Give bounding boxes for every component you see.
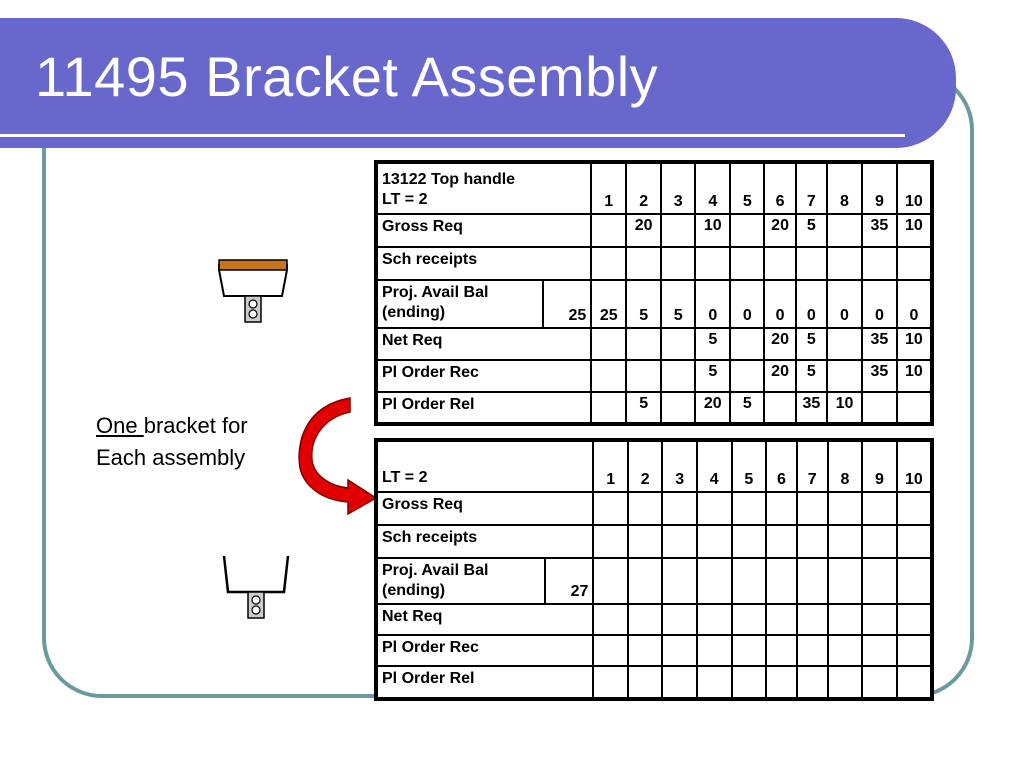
cell: 35: [862, 360, 897, 392]
cell: 20: [764, 360, 795, 392]
cell: [591, 328, 626, 360]
cell: [862, 392, 897, 424]
cell: [897, 492, 932, 525]
cell: [662, 558, 697, 604]
cell: 10: [695, 214, 730, 247]
period-header: 6: [764, 162, 795, 214]
row-label: [376, 280, 543, 328]
cell: 10: [897, 328, 932, 360]
cell: [764, 392, 795, 424]
cell: [697, 492, 732, 525]
cell: 35: [862, 214, 897, 247]
row-label: Sch receipts: [376, 247, 591, 280]
cell: [828, 604, 863, 635]
cell: [797, 558, 828, 604]
row-label: Pl Order Rel: [376, 666, 593, 699]
cell: [732, 635, 767, 666]
row-label: Sch receipts: [376, 525, 593, 558]
cell: [828, 492, 863, 525]
cell: [697, 604, 732, 635]
row-label: [376, 558, 545, 604]
cell: [593, 558, 628, 604]
period-header: 7: [796, 162, 827, 214]
period-header: 8: [828, 440, 863, 492]
cell: [591, 247, 626, 280]
note-line2: Each assembly: [96, 445, 246, 470]
cell: [764, 247, 795, 280]
cell: [730, 247, 764, 280]
cell: [730, 360, 764, 392]
period-header: 3: [661, 162, 695, 214]
side-note: [96, 410, 248, 474]
row-label: Pl Order Rel: [376, 392, 591, 424]
cell: [662, 604, 697, 635]
bracket-with-handle-icon: [214, 256, 292, 326]
cell: 0: [695, 280, 730, 328]
cell: [695, 247, 730, 280]
cell: [730, 328, 764, 360]
cell: 5: [796, 214, 827, 247]
row-label-line1: Proj. Avail Bal: [382, 284, 489, 301]
item-name: 13122 Top handle: [382, 171, 516, 188]
cell: 35: [862, 328, 897, 360]
cell: [766, 558, 797, 604]
period-header: 2: [628, 440, 663, 492]
period-header: 9: [862, 440, 897, 492]
mrp-table-top: [374, 160, 934, 426]
row-label: Gross Req: [376, 214, 591, 247]
cell: 0: [764, 280, 795, 328]
cell: [766, 635, 797, 666]
cell: [732, 666, 767, 699]
cell: [697, 666, 732, 699]
row-label: Pl Order Rec: [376, 635, 593, 666]
bracket-icon: [220, 554, 292, 622]
cell: 5: [626, 392, 661, 424]
cell: [628, 558, 663, 604]
mrp-table-bottom: [374, 438, 934, 701]
slide-title: 11495 Bracket Assembly: [35, 45, 659, 108]
cell: [897, 635, 932, 666]
table-row: [376, 492, 932, 525]
initial-balance: 27: [545, 558, 593, 604]
period-header: 8: [827, 162, 862, 214]
cell: 5: [796, 360, 827, 392]
curved-arrow-icon: [282, 384, 382, 530]
cell: [626, 328, 661, 360]
cell: [732, 525, 767, 558]
cell: [828, 666, 863, 699]
cell: 5: [695, 328, 730, 360]
cell: [591, 392, 626, 424]
cell: [697, 635, 732, 666]
cell: [827, 328, 862, 360]
cell: [827, 247, 862, 280]
cell: [593, 492, 628, 525]
cell: [862, 558, 897, 604]
cell: [897, 558, 932, 604]
cell: [797, 492, 828, 525]
note-underlined-word: One: [96, 413, 144, 438]
cell: 10: [897, 214, 932, 247]
cell: 0: [897, 280, 932, 328]
cell: [797, 635, 828, 666]
table-row: [376, 604, 932, 635]
table-row: [376, 360, 932, 392]
cell: [897, 666, 932, 699]
cell: [897, 525, 932, 558]
table-row: [376, 214, 932, 247]
period-header: 5: [730, 162, 764, 214]
table-row: [376, 247, 932, 280]
cell: 5: [730, 392, 764, 424]
title-underline: [0, 134, 905, 137]
cell: [662, 666, 697, 699]
period-header: 4: [695, 162, 730, 214]
header-label: [376, 440, 593, 492]
cell: [862, 604, 897, 635]
table-row: [376, 666, 932, 699]
lead-time: LT = 2: [382, 191, 428, 208]
cell: [828, 558, 863, 604]
table-row: [376, 635, 932, 666]
cell: [732, 558, 767, 604]
cell: [662, 525, 697, 558]
cell: [797, 525, 828, 558]
cell: [593, 635, 628, 666]
row-label: Net Req: [376, 604, 593, 635]
table-row: [376, 392, 932, 424]
cell: 0: [730, 280, 764, 328]
table-row: [376, 558, 932, 604]
period-header: 1: [593, 440, 628, 492]
cell: [732, 604, 767, 635]
cell: [827, 360, 862, 392]
cell: [862, 635, 897, 666]
period-header: 2: [626, 162, 661, 214]
cell: [628, 666, 663, 699]
table-row: [376, 280, 932, 328]
cell: [593, 525, 628, 558]
cell: [766, 604, 797, 635]
cell: [828, 525, 863, 558]
cell: [897, 604, 932, 635]
cell: [661, 392, 695, 424]
period-header: 7: [797, 440, 828, 492]
cell: 5: [626, 280, 661, 328]
cell: 35: [796, 392, 827, 424]
cell: [897, 247, 932, 280]
cell: [730, 214, 764, 247]
cell: [862, 525, 897, 558]
cell: 20: [695, 392, 730, 424]
cell: [766, 492, 797, 525]
cell: [661, 247, 695, 280]
row-label-line2: (ending): [382, 582, 446, 599]
cell: [797, 666, 828, 699]
lead-time: LT = 2: [382, 469, 428, 486]
period-header: 10: [897, 440, 932, 492]
cell: [797, 604, 828, 635]
cell: [628, 492, 663, 525]
period-header: 10: [897, 162, 932, 214]
cell: [628, 635, 663, 666]
row-label-line2: (ending): [382, 304, 446, 321]
cell: 10: [827, 392, 862, 424]
cell: [661, 214, 695, 247]
period-header: 4: [697, 440, 732, 492]
row-label-line1: Proj. Avail Bal: [382, 562, 489, 579]
row-label: Gross Req: [376, 492, 593, 525]
cell: 20: [764, 328, 795, 360]
table-row: [376, 328, 932, 360]
cell: [591, 214, 626, 247]
cell: [862, 247, 897, 280]
cell: [862, 492, 897, 525]
period-header: 6: [766, 440, 797, 492]
cell: [628, 525, 663, 558]
cell: 5: [695, 360, 730, 392]
cell: [662, 492, 697, 525]
cell: [593, 604, 628, 635]
cell: [628, 604, 663, 635]
cell: [796, 247, 827, 280]
row-label: Pl Order Rec: [376, 360, 591, 392]
cell: [697, 558, 732, 604]
cell: [593, 666, 628, 699]
cell: 20: [764, 214, 795, 247]
header-row: [376, 162, 932, 214]
cell: 0: [827, 280, 862, 328]
cell: [591, 360, 626, 392]
cell: [862, 666, 897, 699]
cell: [661, 360, 695, 392]
cell: [828, 635, 863, 666]
row-label: Net Req: [376, 328, 591, 360]
cell: [827, 214, 862, 247]
cell: 0: [796, 280, 827, 328]
cell: 25: [591, 280, 626, 328]
cell: [697, 525, 732, 558]
cell: [766, 666, 797, 699]
cell: [626, 247, 661, 280]
cell: [626, 360, 661, 392]
cell: [661, 328, 695, 360]
header-row: [376, 440, 932, 492]
note-line1-rest: bracket for: [143, 413, 248, 438]
period-header: 1: [591, 162, 626, 214]
header-label: [376, 162, 591, 214]
cell: 0: [862, 280, 897, 328]
cell: [897, 392, 932, 424]
cell: [732, 492, 767, 525]
cell: 10: [897, 360, 932, 392]
period-header: 5: [732, 440, 767, 492]
initial-balance: 25: [543, 280, 591, 328]
cell: 5: [796, 328, 827, 360]
cell: 5: [661, 280, 695, 328]
cell: [766, 525, 797, 558]
cell: 20: [626, 214, 661, 247]
cell: [662, 635, 697, 666]
period-header: 3: [662, 440, 697, 492]
table-row: [376, 525, 932, 558]
period-header: 9: [862, 162, 897, 214]
